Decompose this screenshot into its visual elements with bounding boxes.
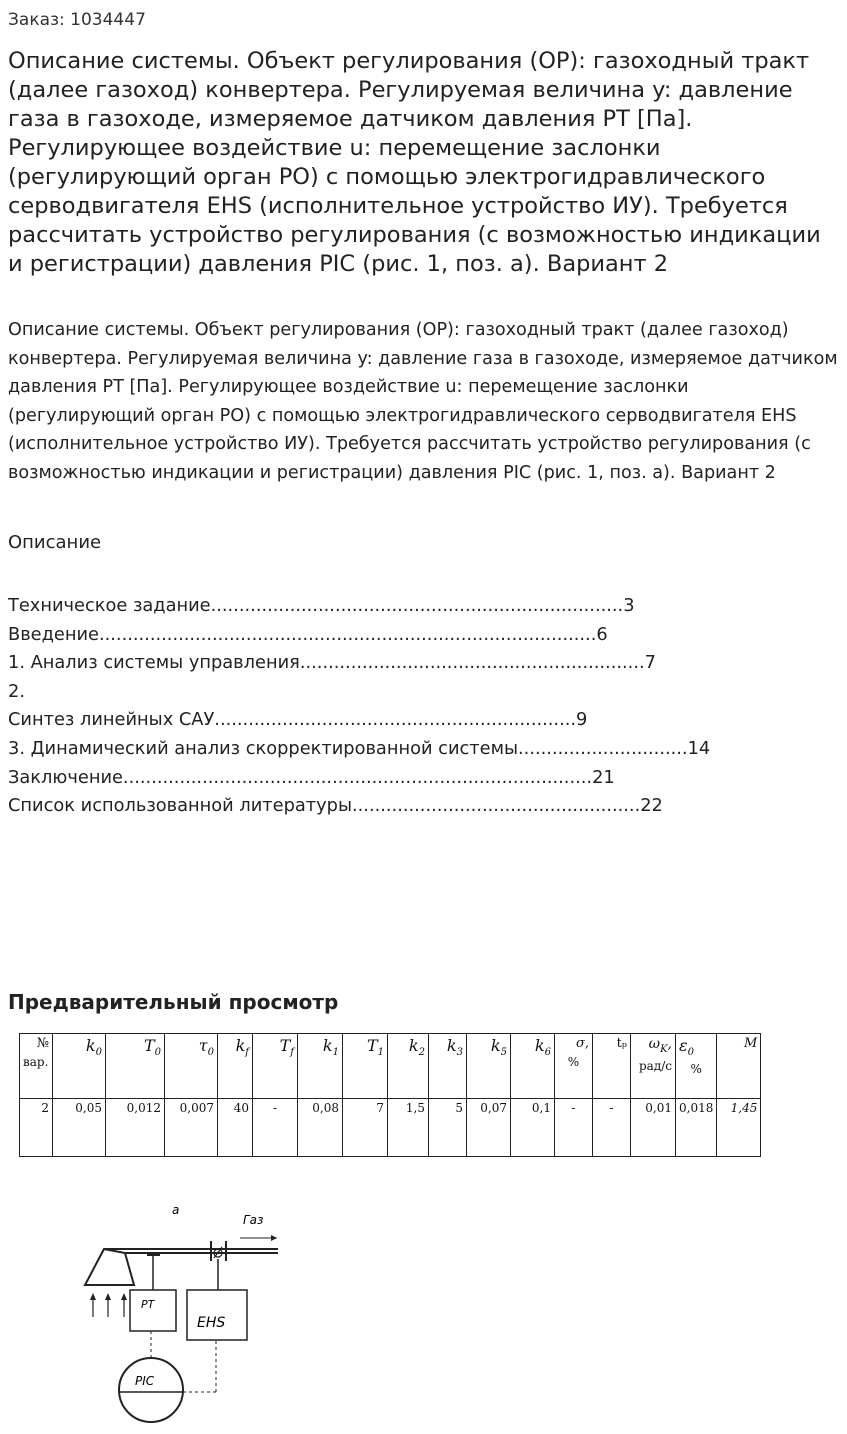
header-cell: $k_2$ — [388, 1034, 429, 1099]
header-cell: tₚ — [593, 1034, 631, 1099]
header-cell: $T_1$ — [343, 1034, 388, 1099]
header-cell: $k_f$ — [218, 1034, 253, 1099]
value-cell: 0,01 — [631, 1099, 676, 1157]
converter-vessel — [85, 1249, 134, 1285]
section-subheading: Описание — [8, 532, 102, 553]
pt-label: PT — [141, 1298, 155, 1311]
value-cell: 0,08 — [298, 1099, 343, 1157]
value-cell: 1,5 — [388, 1099, 429, 1157]
page-title: Описание системы. Объект регулирования (ОР): газоходный тракт (далее газоход) конвертера. Регулируемая величина y: давление газа в газоходе, измеряемое датчиком давления PT [Па]. Регулирующее воздействие u: перемещение заслонки (регулирующий орган РО) с помощью электрогидравлического серводвигателя EHS (исполнительное устройство ИУ). Требуется рассчитать устройство регулирования (с возможностью индикации и регистрации) давления PIC (рис. 1, поз. а). Вариант 2 — [8, 48, 821, 277]
toc-item: 1. Анализ системы управления.............................................................7 — [8, 652, 656, 674]
process-diagram — [80, 1195, 300, 1430]
toc-item: Список использованной литературы...................................................22 — [8, 795, 663, 817]
header-cell: M — [717, 1034, 761, 1099]
toc-item: 2. — [8, 680, 25, 702]
header-cell: $k_0$ — [53, 1034, 106, 1099]
toc-item: Техническое задание.........................................................................3 — [8, 595, 635, 616]
header-cell: $\varepsilon_0$ % — [676, 1034, 717, 1099]
preview-heading: Предварительный просмотр — [8, 990, 339, 1014]
table-row — [20, 1099, 761, 1157]
description-text: Описание системы. Объект регулирования (ОР): газоходный тракт (далее газоход) конвертера. Регулируемая величина y: давление газа в газоходе, измеряемое датчиком давления PT [Па]. Регулирующее воздействие u: перемещение заслонки (регулирующий орган РО) с помощью электрогидравлического серводвигателя EHS (исполнительное устройство ИУ). Требуется рассчитать устройство регулирования (с возможностью индикации и регистрации) давления PIC (рис. 1, поз. а). Вариант 2 — [8, 320, 838, 483]
header-cell: $\tau_0$ — [165, 1034, 218, 1099]
value-cell: 5 — [429, 1099, 467, 1157]
table-of-contents — [8, 592, 838, 821]
header-cell: $k_1$ — [298, 1034, 343, 1099]
value-cell: 0,1 — [511, 1099, 555, 1157]
value-cell: 1,45 — [717, 1099, 761, 1157]
header-cell: $k_3$ — [429, 1034, 467, 1099]
header-cell: $T_f$ — [253, 1034, 298, 1099]
toc-item: 3. Динамический анализ скорректированной системы..............................14 — [8, 737, 711, 759]
value-cell: 0,007 — [165, 1099, 218, 1157]
header-cell: $T_0$ — [106, 1034, 165, 1099]
value-cell: - — [555, 1099, 593, 1157]
ehs-label: EHS — [197, 1315, 226, 1331]
parameters-table — [19, 1033, 761, 1157]
value-cell: 0,05 — [53, 1099, 106, 1157]
value-cell: 2 — [20, 1099, 53, 1157]
diagram-label-a: a — [172, 1203, 180, 1217]
header-cell: № вар. — [20, 1034, 53, 1099]
pic-label: PIC — [135, 1374, 155, 1388]
value-cell: - — [253, 1099, 298, 1157]
header-cell: $k_6$ — [511, 1034, 555, 1099]
value-cell: 40 — [218, 1099, 253, 1157]
toc-item: Введение........................................................................................6 — [8, 623, 608, 645]
value-cell: 0,07 — [467, 1099, 511, 1157]
value-cell: 7 — [343, 1099, 388, 1157]
toc-item: Заключение...................................................................................21 — [8, 766, 615, 788]
header-cell: σ, % — [555, 1034, 593, 1099]
toc-item: Синтез линейных САУ................................................................9 — [8, 709, 588, 731]
header-cell: $k_5$ — [467, 1034, 511, 1099]
pic-controller — [119, 1358, 183, 1422]
value-cell: 0,012 — [106, 1099, 165, 1157]
value-cell: - — [593, 1099, 631, 1157]
header-cell: $\omega_K$, рад/с — [631, 1034, 676, 1099]
diagram-label-gas: Газ — [243, 1213, 264, 1227]
gas-flow-arrowhead — [271, 1235, 277, 1241]
input-arrowhead — [121, 1293, 127, 1300]
table-header-row — [20, 1034, 761, 1099]
order-number: Заказ: 1034447 — [8, 10, 146, 30]
input-arrowhead — [90, 1293, 96, 1300]
input-arrowhead — [105, 1293, 111, 1300]
value-cell: 0,018 — [676, 1099, 717, 1157]
